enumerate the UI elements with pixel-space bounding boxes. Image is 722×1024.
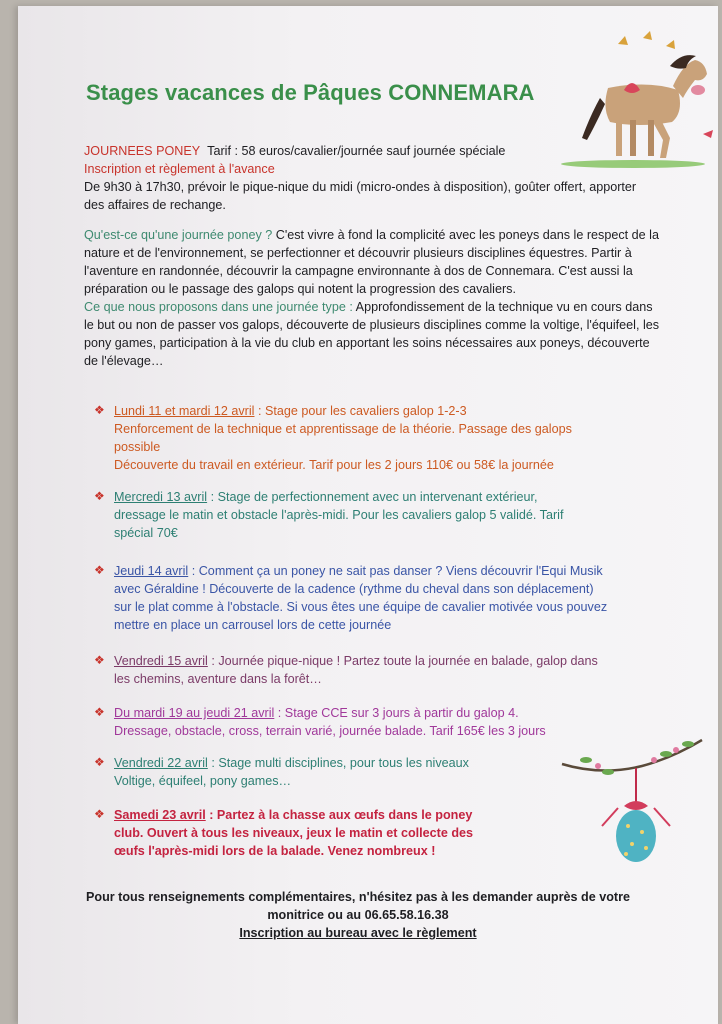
event-1-line-4: Découverte du travail en extérieur. Tarif pour les 2 jours 110€ ou 58€ la journée: [114, 458, 554, 472]
event-2-date: Mercredi 13 avril: [114, 490, 208, 504]
question-line-4: préparation ou le passage des galops qui notent la progression des cavaliers.: [84, 282, 516, 296]
event-6-line-1: [114, 754, 469, 772]
proposition-label: Ce que nous proposons dans une journée type :: [84, 300, 353, 314]
bullet-icon: ❖: [94, 563, 105, 577]
event-4-line-2: les chemins, aventure dans la forêt…: [114, 672, 322, 686]
question-label: Qu'est-ce qu'une journée poney ?: [84, 228, 273, 242]
event-7-line-1: [114, 806, 472, 824]
event-1-date: Lundi 11 et mardi 12 avril: [114, 404, 255, 418]
event-3-line-3: sur le plat comme à l'obstacle. Si vous êtes une équipe de cavalier motivée vous pouvez: [114, 600, 608, 614]
tarif-text: Tarif : 58 euros/cavalier/journée sauf journée spéciale: [207, 144, 506, 158]
event-3-line-4: mettre en place un carrousel lors de cette journée: [114, 618, 392, 632]
event-6-date: Vendredi 22 avril: [114, 756, 208, 770]
event-5-line-1: [114, 704, 519, 722]
question-line-2: nature et de l'environnement, se perfectionner et découvrir plusieurs disciplines équestres. Partir à: [84, 246, 632, 260]
bullet-icon: ❖: [94, 403, 105, 417]
event-5-text-1: : Stage CCE sur 3 jours à partir du galop 4.: [274, 706, 519, 720]
bullet-icon: ❖: [94, 653, 105, 667]
event-1-line-3: possible: [114, 440, 161, 454]
flyer-sheet: [18, 6, 718, 1024]
event-3-date: Jeudi 14 avril: [114, 564, 189, 578]
proposition-line-1: [84, 298, 653, 316]
event-4-text-1: : Journée pique-nique ! Partez toute la journée en balade, galop dans: [207, 654, 598, 668]
event-2-line-2: dressage le matin et obstacle l'après-midi. Pour les cavaliers galop 5 validé. Tarif: [114, 508, 564, 522]
footer-line-2: monitrice ou au 06.65.58.16.38: [267, 908, 449, 922]
horaires-line-1: De 9h30 à 17h30, prévoir le pique-nique du midi (micro-ondes à disposition), goûter offert, apporter: [84, 180, 637, 194]
event-6-text-1: : Stage multi disciplines, pour tous les niveaux: [207, 756, 469, 770]
event-4-line-1: [114, 652, 598, 670]
event-3-text-1: : Comment ça un poney ne sait pas danser ? Viens découvrir l'Equi Musik: [188, 564, 603, 578]
event-7-text-1: : Partez à la chasse aux œufs dans le poney: [205, 808, 473, 822]
event-5-line-2: Dressage, obstacle, cross, terrain varié, journée balade. Tarif 165€ les 3 jours: [114, 724, 546, 738]
bullet-icon: ❖: [94, 489, 105, 503]
event-3-line-1: [114, 562, 603, 580]
easter-egg-branch-icon: [558, 736, 708, 871]
question-line-3: l'aventure en randonnée, découvrir la campagne environnante à dos de Connemara. C'est aussi la: [84, 264, 633, 278]
proposition-line-3: pony games, participation à la vie du club en apportant les soins nécessaires aux poneys, découverte: [84, 336, 650, 350]
bullet-icon: ❖: [94, 807, 105, 821]
event-1-line-1: [114, 402, 467, 420]
event-2-text-1: : Stage de perfectionnement avec un intervenant extérieur,: [207, 490, 538, 504]
event-7-line-2: club. Ouvert à tous les niveaux, jeux le matin et collecte des: [114, 826, 474, 840]
event-7-date: Samedi 23 avril: [114, 808, 206, 822]
event-1-line-2: Renforcement de la technique et apprentissage de la théorie. Passage des galops: [114, 422, 572, 436]
bullet-icon: ❖: [94, 755, 105, 769]
event-2-line-3: spécial 70€: [114, 526, 178, 540]
event-1-text-1: : Stage pour les cavaliers galop 1-2-3: [254, 404, 467, 418]
event-6-line-2: Voltige, équifeel, pony games…: [114, 774, 292, 788]
event-3-line-2: avec Géraldine ! Découverte de la cadence (rythme du cheval dans son déplacement): [114, 582, 594, 596]
proposition-line-2: le but ou non de passer vos galops, découverte de plusieurs disciplines comme la voltige, l'équifeel, les: [84, 318, 660, 332]
proposition-line-4: de l'élevage…: [84, 354, 164, 368]
bullet-icon: ❖: [94, 705, 105, 719]
event-4-date: Vendredi 15 avril: [114, 654, 208, 668]
event-7-line-3: œufs l'après-midi lors de la balade. Venez nombreux !: [114, 844, 436, 858]
inscription-text: Inscription et règlement à l'avance: [84, 162, 275, 176]
question-line-1: [84, 226, 659, 244]
inscription-bureau-text: Inscription au bureau avec le règlement: [239, 926, 477, 940]
proposition-text-1: Approfondissement de la technique vu en cours dans: [355, 300, 653, 314]
pony-illustration-icon: [548, 26, 718, 171]
journees-poney-label: JOURNEES PONEY: [84, 144, 201, 158]
question-text-1: C'est vivre à fond la complicité avec les poneys dans le respect de la: [275, 228, 659, 242]
intro-line-tarif: [84, 142, 505, 160]
horaires-line-2: des affaires de rechange.: [84, 198, 226, 212]
footer-line-1: Pour tous renseignements complémentaires, n'hésitez pas à les demander auprès de votre: [85, 890, 630, 904]
event-5-date: Du mardi 19 au jeudi 21 avril: [114, 706, 275, 720]
page-title: Stages vacances de Pâques CONNEMARA: [86, 80, 535, 105]
footer-line-3: [58, 924, 658, 942]
event-2-line-1: [114, 488, 538, 506]
